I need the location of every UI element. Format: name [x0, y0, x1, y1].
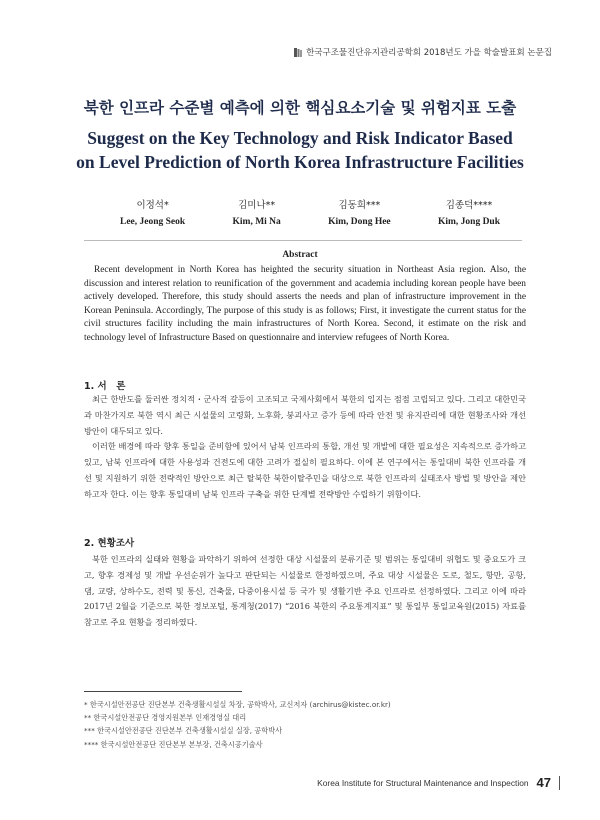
author-name-ko: 이정석* [136, 200, 169, 211]
author-name-en: Lee, Jeong Seok [120, 217, 186, 227]
author-1 [120, 197, 185, 227]
author-name-en: Kim, Dong Hee [328, 217, 391, 227]
title-korean: 북한 인프라 수준별 예측에 의한 핵심요소기술 및 위험지표 도출 [83, 99, 517, 117]
page-footer [317, 775, 560, 790]
running-header [294, 46, 552, 58]
author-name-ko: 김동희*** [338, 200, 381, 211]
title-english [0, 126, 600, 174]
footnote-divider [84, 691, 242, 692]
footnotes [84, 698, 524, 751]
footnote: ** 한국시설안전공단 경영지원본부 인재경영실 대리 [84, 713, 247, 723]
author-name-en: Kim, Jong Duk [437, 217, 500, 227]
footer-institute: Korea Institute for Structural Maintenance and Inspection [317, 777, 529, 788]
author-4 [438, 197, 500, 227]
section-1-heading: 1. 서 론 [84, 381, 126, 392]
title-english-line1: Suggest on the Key Technology and Risk Indicator Based [87, 128, 513, 148]
page-number: 47 [536, 775, 551, 790]
section-1-body [84, 392, 526, 503]
title-english-line2: on Level Prediction of North Korea Infrastructure Facilities [76, 152, 524, 172]
footnote: **** 한국시설안전공단 진단본부 본부장, 건축시공기술사 [84, 739, 263, 749]
paragraph: 이러한 배경에 따라 향후 통일을 준비함에 있어서 남북 인프라의 통합, 개선 및 개발에 대한 필요성은 지속적으로 증가하고 있고, 남북 인프라에 대한 사용성과 건전도에 대한 고려가 절실히 필요하다. 이에 본 연구에서는 통일대비 북한 인프라를 개선 및 지원하기 위한 전략적인 방안으로 최근 탈북한 북한이탈주민을 대상으로 북한 인프라의 실태조사 방법 및 방안을 제안하고자 한다. 이는 향후 통일대비 남북 인프라 구축을 위한 단계별 전략방안 수립하기 위함이다. [84, 441, 526, 499]
author-3 [328, 197, 391, 227]
paragraph: 북한 인프라의 실태와 현황을 파악하기 위하여 선정한 대상 시설물의 분류기준 및 범위는 통일대비 위협도 및 중요도가 크고, 향후 경제성 및 개발 우선순위가 높다고 판단되는 시설물로 한정하였으며, 주요 대상 시설물은 도로, 철도, 항만, 공항, 댐, 교량, 상하수도, 전력 및 통신, 건축물, 다중이용시설 등 국가 및 생활기반 주요 인프라로 선정하였다. 그리고 이에 따라 2017년 2월을 기준으로 북한 정보포털, 통계청(2017) “2016 북한의 주요통계지표” 및 통일부 통일교육원(2015) 자료를 참고로 주요 현황을 정리하였다. [84, 554, 526, 628]
author-name-en: Kim, Mi Na [232, 217, 281, 227]
book-icon [294, 48, 302, 57]
footnote: * 한국시설안전공단 진단본부 건축생활시설실 차장, 공학박사, 교신저자 (archirus@kistec.or.kr) [84, 700, 391, 709]
author-name-ko: 김종덕**** [445, 200, 493, 211]
author-name-ko: 김미나** [238, 200, 276, 211]
section-2-heading: 2. 현황조사 [84, 538, 135, 549]
author-2 [233, 197, 281, 227]
abstract-text: Recent development in North Korea has heighted the security situation in Northeast Asia region. Also, the discussion and interest relation to reunification of the government and academia including korean people have been actively developed. Therefore, this study should asserts the needs and plan of infrastructure improvement in the Korean Peninsula. Accordingly, The purpose of this study is as follows; First, it investigate the current status for the civil structures facility including the main infrastructures of North Korea. Second, it estimate on the risk and technology level of Infrastructure Based on questionnaire and interview refugees of North Korea. [84, 265, 526, 343]
paragraph: 최근 한반도를 둘러싼 정치적・군사적 갈등이 고조되고 국제사회에서 북한의 입지는 점점 고립되고 있다. 그리고 대한민국과 마찬가지로 북한 역시 최근 시설물의 고령화, 노후화, 붕괴사고 증가 등에 따라 안전 및 유지관리에 대한 현황조사와 개선방안이 대두되고 있다. [84, 394, 526, 436]
journal-name: 한국구조물진단유지관리공학회 2018년도 가을 학술발표회 논문집 [306, 48, 552, 58]
divider [84, 240, 522, 241]
footer-bar [559, 776, 560, 790]
abstract-heading: Abstract [282, 250, 318, 260]
footnote: *** 한국시설안전공단 진단본부 건축생활시설실 실장, 공학박사 [84, 726, 283, 736]
author-list [120, 197, 500, 227]
section-2-body [84, 552, 526, 631]
